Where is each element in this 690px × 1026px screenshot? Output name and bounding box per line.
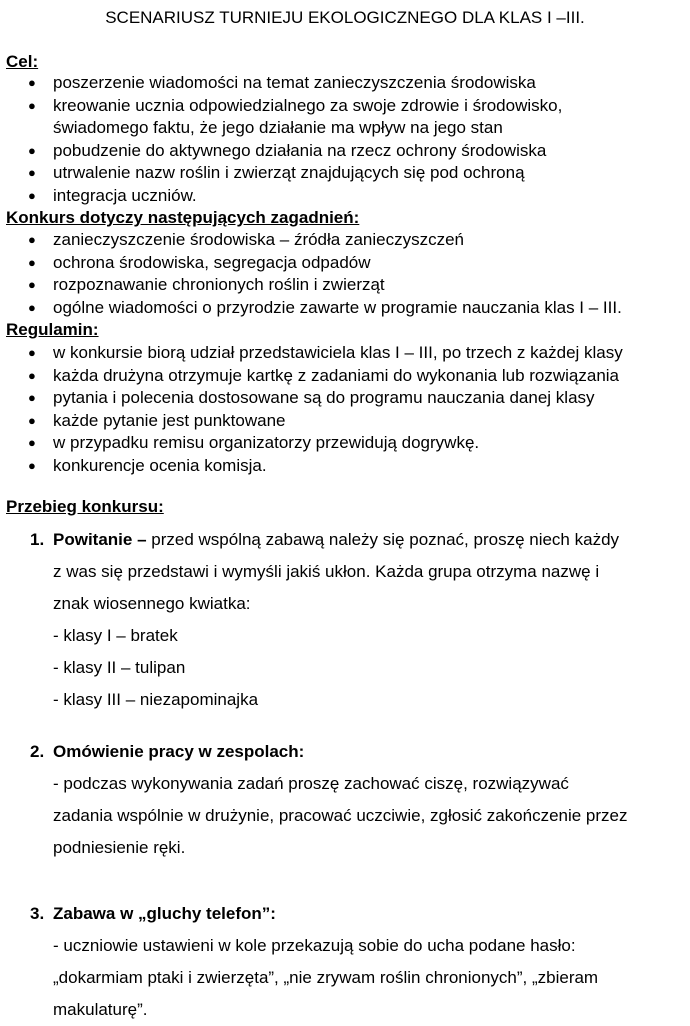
list-item: ● każda drużyna otrzymuje kartkę z zadaniami do wykonania lub rozwiązania [28,365,620,385]
step-number: 3. [30,904,45,923]
list-item: ● każde pytanie jest punktowane [28,410,286,430]
list-item: ● integracja uczniów. [28,185,197,205]
heading-cel: Cel: [6,52,39,71]
step-title: Omówienie pracy w zespolach: [53,742,305,761]
heading-przebieg: Przebieg konkursu: [6,497,164,516]
step-title: Zabawa w „gluchy telefon”: [53,904,276,923]
step-title: Powitanie – [53,530,147,549]
list-konkurs [0,229,690,319]
steps-list [0,524,690,1026]
list-item: ● kreowanie ucznia odpowiedzialnego za swoje zdrowie i środowisko, świadomego faktu, że jego działanie ma wpływ na jego stan [28,95,563,137]
list-item: ● konkurencje ocenia komisja. [28,455,267,475]
step-number: 2. [30,742,45,761]
list-item: ● w przypadku remisu organizatorzy przewidują dogrywkę. [28,433,480,452]
document-title: SCENARIUSZ TURNIEJU EKOLOGICZNEGO DLA KLAS I –III. [105,8,585,27]
heading-regulamin: Regulamin: [6,320,99,339]
step-2: 2. Omówienie pracy w zespolach: - podczas wykonywania zadań proszę zachować ciszę, rozwiązywać zadania wspólnie w drużynie, pracować uczciwie, zgłosić zakończenie przez podniesienie ręki. [0,736,690,864]
step-number: 1. [30,530,45,549]
heading-konkurs: Konkurs dotyczy następujących zagadnień: [6,208,360,227]
list-item: ● pobudzenie do aktywnego działania na rzecz ochrony środowiska [28,140,547,160]
list-item: ● ogólne wiadomości o przyrodzie zawarte w programie nauczania klas I – III. [28,297,622,317]
list-item: ● utrwalenie nazw roślin i zwierząt znajdujących się pod ochroną [28,163,525,182]
list-item: ● w konkursie biorą udział przedstawiciela klas I – III, po trzech z każdej klasy [28,343,623,362]
step-1: 1. Powitanie – przed wspólną zabawą należy się poznać, proszę niech każdy z was się przedstawi i wymyśli jakiś ukłon. Każda grupa otrzyma nazwę i znak wiosennego kwiatka: - klasy I – bratek - klasy II – tulipan - klasy III – niezapominajka [0,524,690,716]
step-3: 3. Zabawa w „gluchy telefon”: - uczniowie ustawieni w kole przekazują sobie do ucha podane hasło: „dokarmiam ptaki i zwierzęta”, „nie zrywam roślin chronionych”, „zbieram makulaturę”. [0,898,690,1026]
list-item: ● ochrona środowiska, segregacja odpadów [28,252,371,272]
list-item: ● rozpoznawanie chronionych roślin i zwierząt [28,275,385,294]
list-item: ● zanieczyszczenie środowiska – źródła zanieczyszczeń [28,230,465,249]
list-regulamin [0,342,690,477]
list-cel [0,72,690,207]
list-item: ● poszerzenie wiadomości na temat zanieczyszczenia środowiska [28,73,536,92]
list-item: ● pytania i polecenia dostosowane są do programu nauczania danej klasy [28,388,595,407]
